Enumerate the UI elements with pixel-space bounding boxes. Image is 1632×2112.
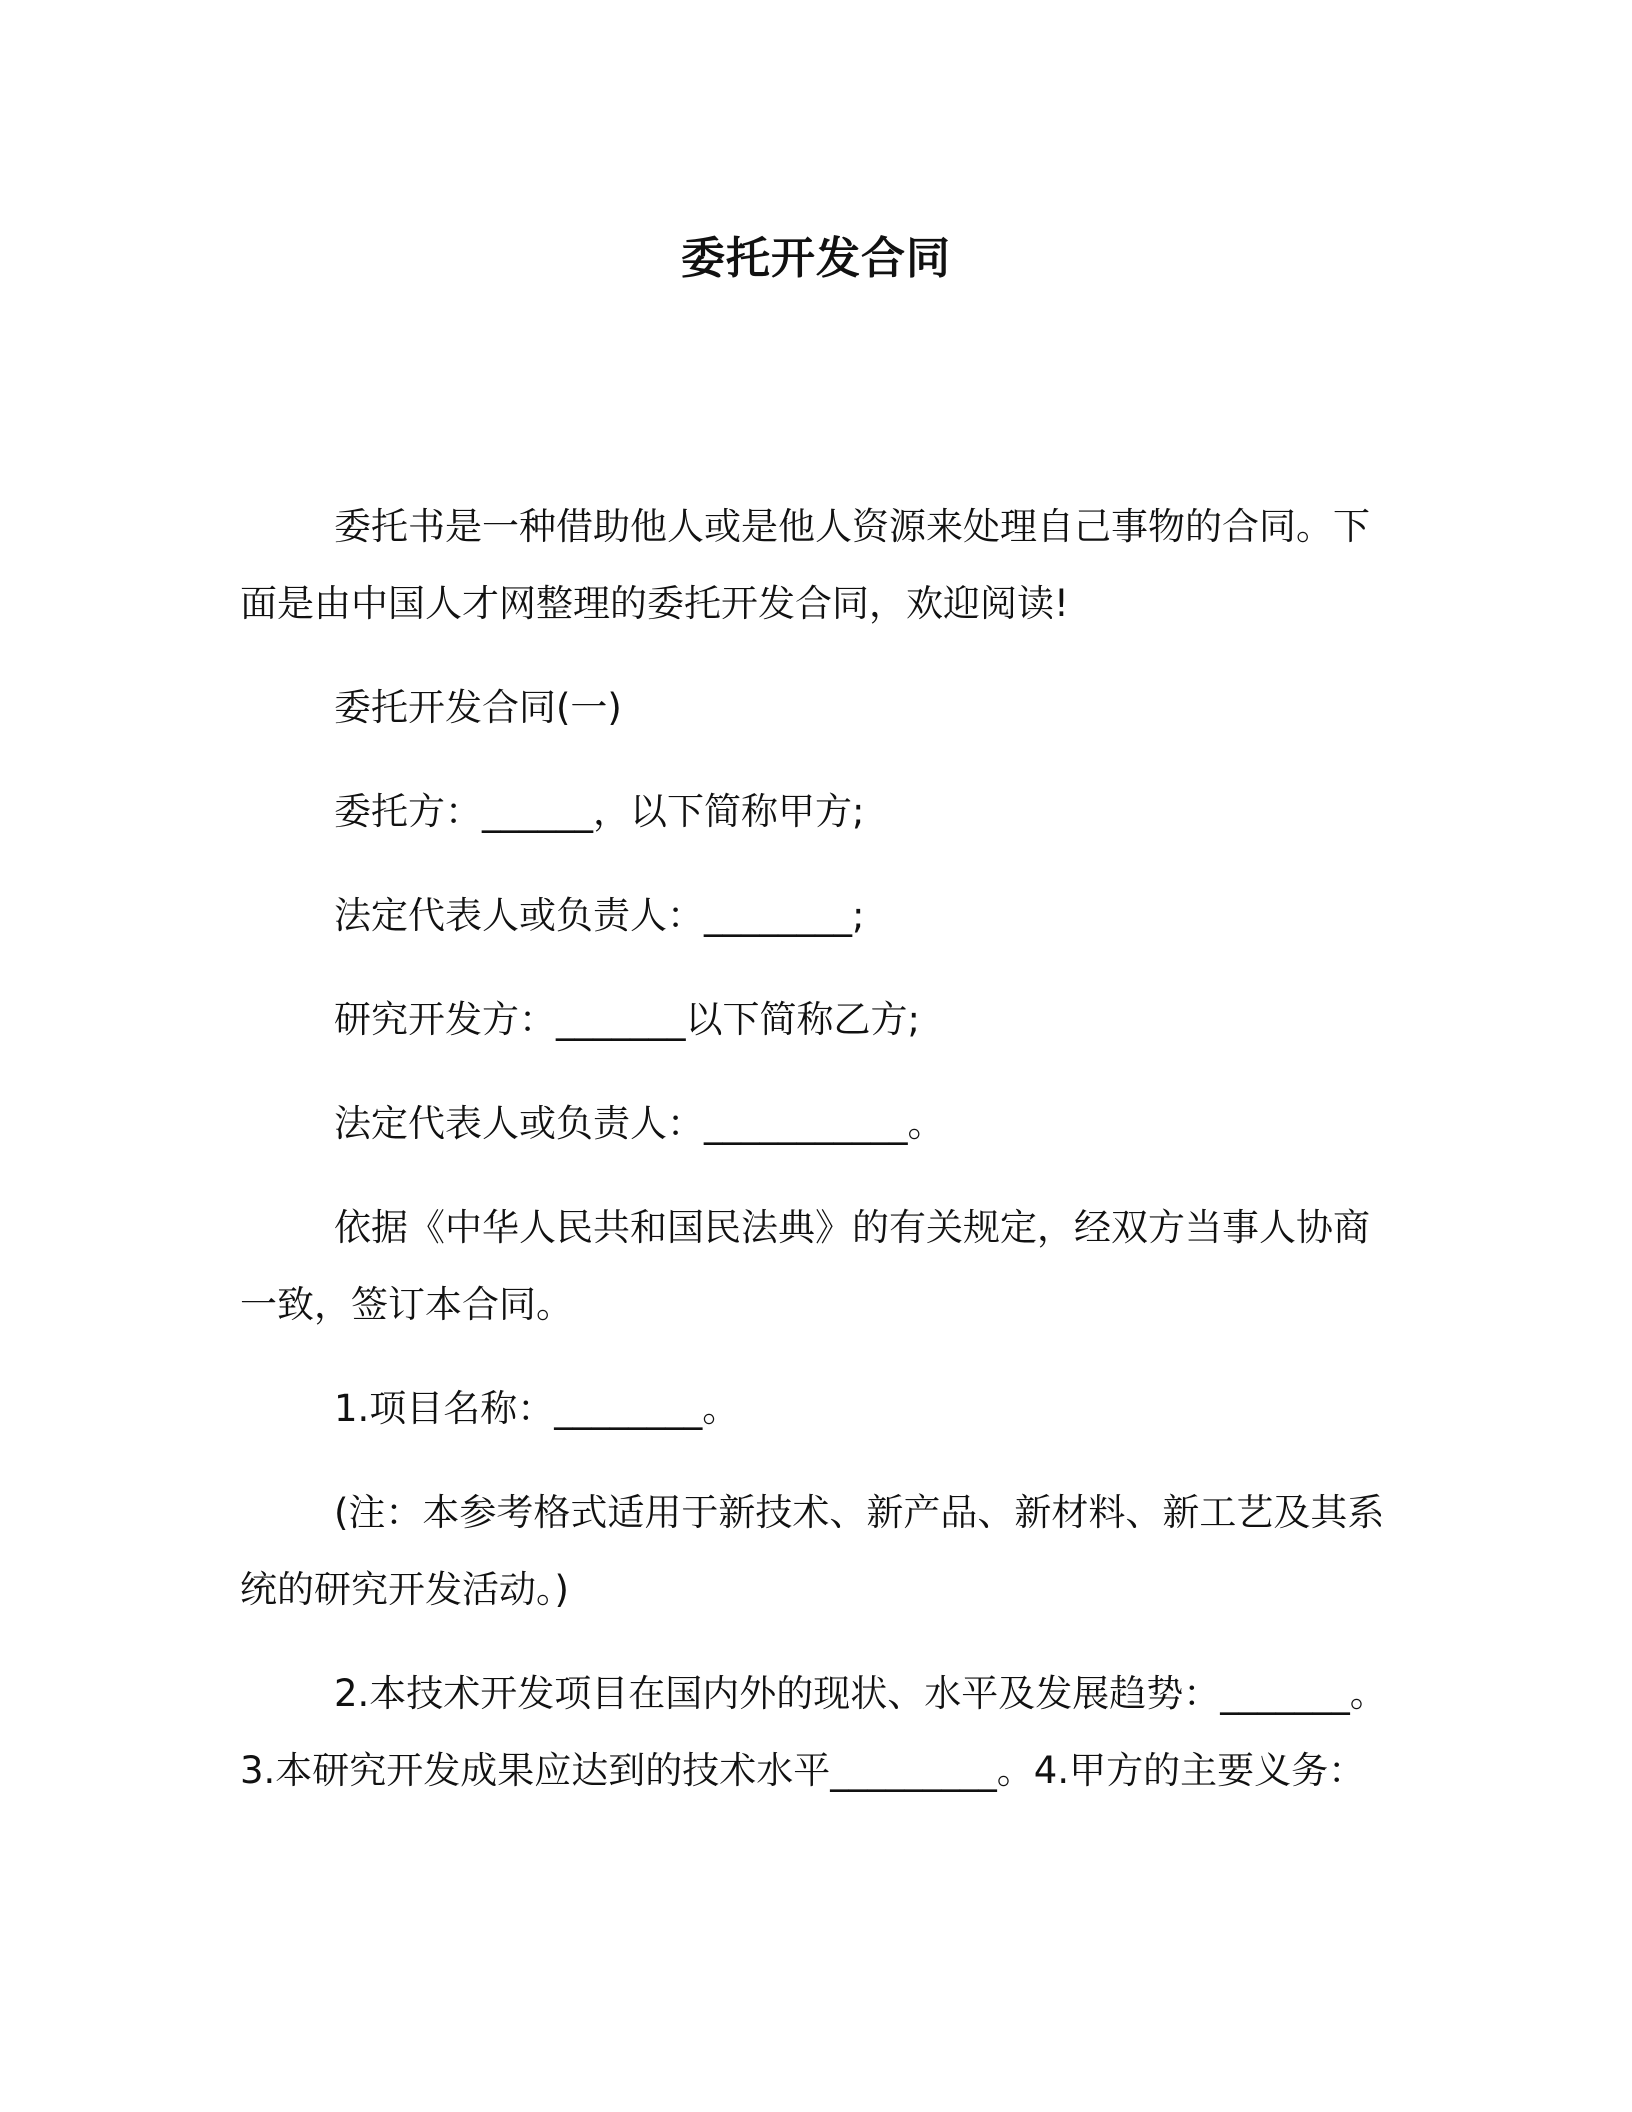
paragraph-items-2-4: 2.本技术开发项目在国内外的现状、水平及发展趋势：_______。3.本研究开发成果应达到的技术水平_________。4.甲方的主要义务： [240, 1672, 1387, 1792]
paragraph-intro: 委托书是一种借助他人或是他人资源来处理自己事物的合同。下面是由中国人才网整理的委托开发合同，欢迎阅读! [240, 505, 1370, 625]
paragraph-client: 委托方：______，以下简称甲方; [334, 790, 865, 833]
document-body [240, 488, 1388, 1809]
paragraph-legal-basis: 依据《中华人民共和国民法典》的有关规定，经双方当事人协商一致，签订本合同。 [240, 1206, 1370, 1326]
document-title: 委托开发合同 [681, 233, 951, 284]
paragraph-developer: 研究开发方：_______以下简称乙方; [334, 998, 920, 1041]
paragraph-project-name: 1.项目名称：________。 [334, 1387, 740, 1430]
paragraph-developer-representative: 法定代表人或负责人：___________。 [334, 1102, 945, 1145]
paragraph-contract-heading: 委托开发合同(一) [334, 686, 622, 729]
paragraph-client-representative: 法定代表人或负责人：________; [334, 894, 865, 937]
paragraph-note: (注：本参考格式适用于新技术、新产品、新材料、新工艺及其系统的研究开发活动。) [240, 1491, 1385, 1611]
